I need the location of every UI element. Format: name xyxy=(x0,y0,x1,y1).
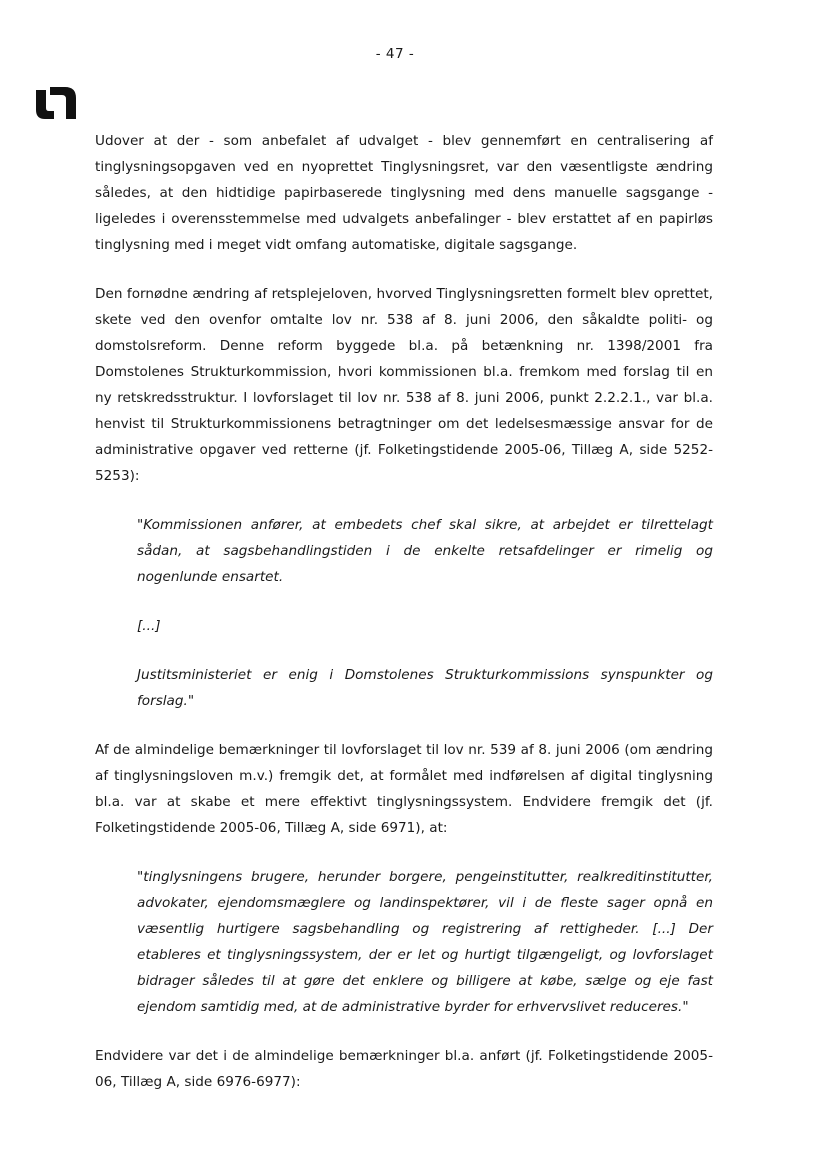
page-number: - 47 - xyxy=(375,46,415,62)
paragraph-centralisering: Udover at der - som anbefalet af udvalget - blev gennemført en centralisering af tinglysningsopgaven ved en nyoprettet Tinglysningsret, var den væsentligste ændring således, at den hidtidige papirbaserede tinglysning med dens manuelle sagsgange - ligeledes i overensstemmelse med udvalgets anbefalinger - blev erstattet af en papirløs tinglysning med i meget vidt omfang automatiske, digitale sagsgange. xyxy=(95,133,713,253)
quote-tinglysningens-brugere xyxy=(137,864,713,1020)
quote-line-justitsministeriet: Justitsministeriet er enig i Domstolenes Strukturkommissions synspunkter og forslag." xyxy=(137,667,713,709)
paragraph-lovforslag-539: Af de almindelige bemærkninger til lovforslaget til lov nr. 539 af 8. juni 2006 (om ændring af tinglysningsloven m.v.) fremgik det, at formålet med indførelsen af digital tinglysning bl.a. var at skabe et mere effektivt tinglysningssystem. Endvidere fremgik det (jf. Folketingstidende 2005-06, Tillæg A, side 6971), at: xyxy=(95,742,713,836)
quote-strukturkommission xyxy=(137,512,713,714)
document-body xyxy=(95,128,713,1095)
paragraph-endvidere: Endvidere var det i de almindelige bemærkninger bl.a. anført (jf. Folketingstidende 2005-06, Tillæg A, side 6976-6977): xyxy=(95,1048,713,1090)
paragraph-retsplejeloven: Den fornødne ændring af retsplejeloven, hvorved Tinglysningsretten formelt blev oprettet, skete ved den ovenfor omtalte lov nr. 538 af 8. juni 2006, den såkaldte politi- og domstolsreform. Denne reform byggede bl.a. på betænkning nr. 1398/2001 fra Domstolenes Strukturkommission, hvori kommissionen bl.a. fremkom med forslag til en ny retskredsstruktur. I lovforslaget til lov nr. 538 af 8. juni 2006, punkt 2.2.2.1., var bl.a. henvist til Strukturkommissionens betragtninger om det ledelsesmæssige ansvar for de administrative opgaver ved retterne (jf. Folketingstidende 2005-06, Tillæg A, side 5252-5253): xyxy=(95,286,713,484)
quote-ellipsis: [...] xyxy=(137,618,161,634)
quote-line-kommissionen: "Kommissionen anfører, at embedets chef skal sikre, at arbejdet er tilrettelagt sådan, at sagsbehandlingstiden i de enkelte retsafdelinger er rimelig og nogenlunde ensartet. xyxy=(137,517,713,585)
ombudsman-logo-icon xyxy=(34,86,78,120)
quote-line-brugere: "tinglysningens brugere, herunder borgere, pengeinstitutter, realkreditinstitutter, advokater, ejendomsmæglere og landinspektører, vil i de fleste sager opnå en væsentlig hurtigere sagsbehandling og registrering af rettigheder. [...] Der etableres et tinglysningssystem, der er let og hurtigt tilgængeligt, og lovforslaget bidrager således til at gøre det enklere og billigere at købe, sælge og eje fast ejendom samtidig med, at de administrative byrder for erhvervslivet reduceres." xyxy=(137,869,713,1015)
